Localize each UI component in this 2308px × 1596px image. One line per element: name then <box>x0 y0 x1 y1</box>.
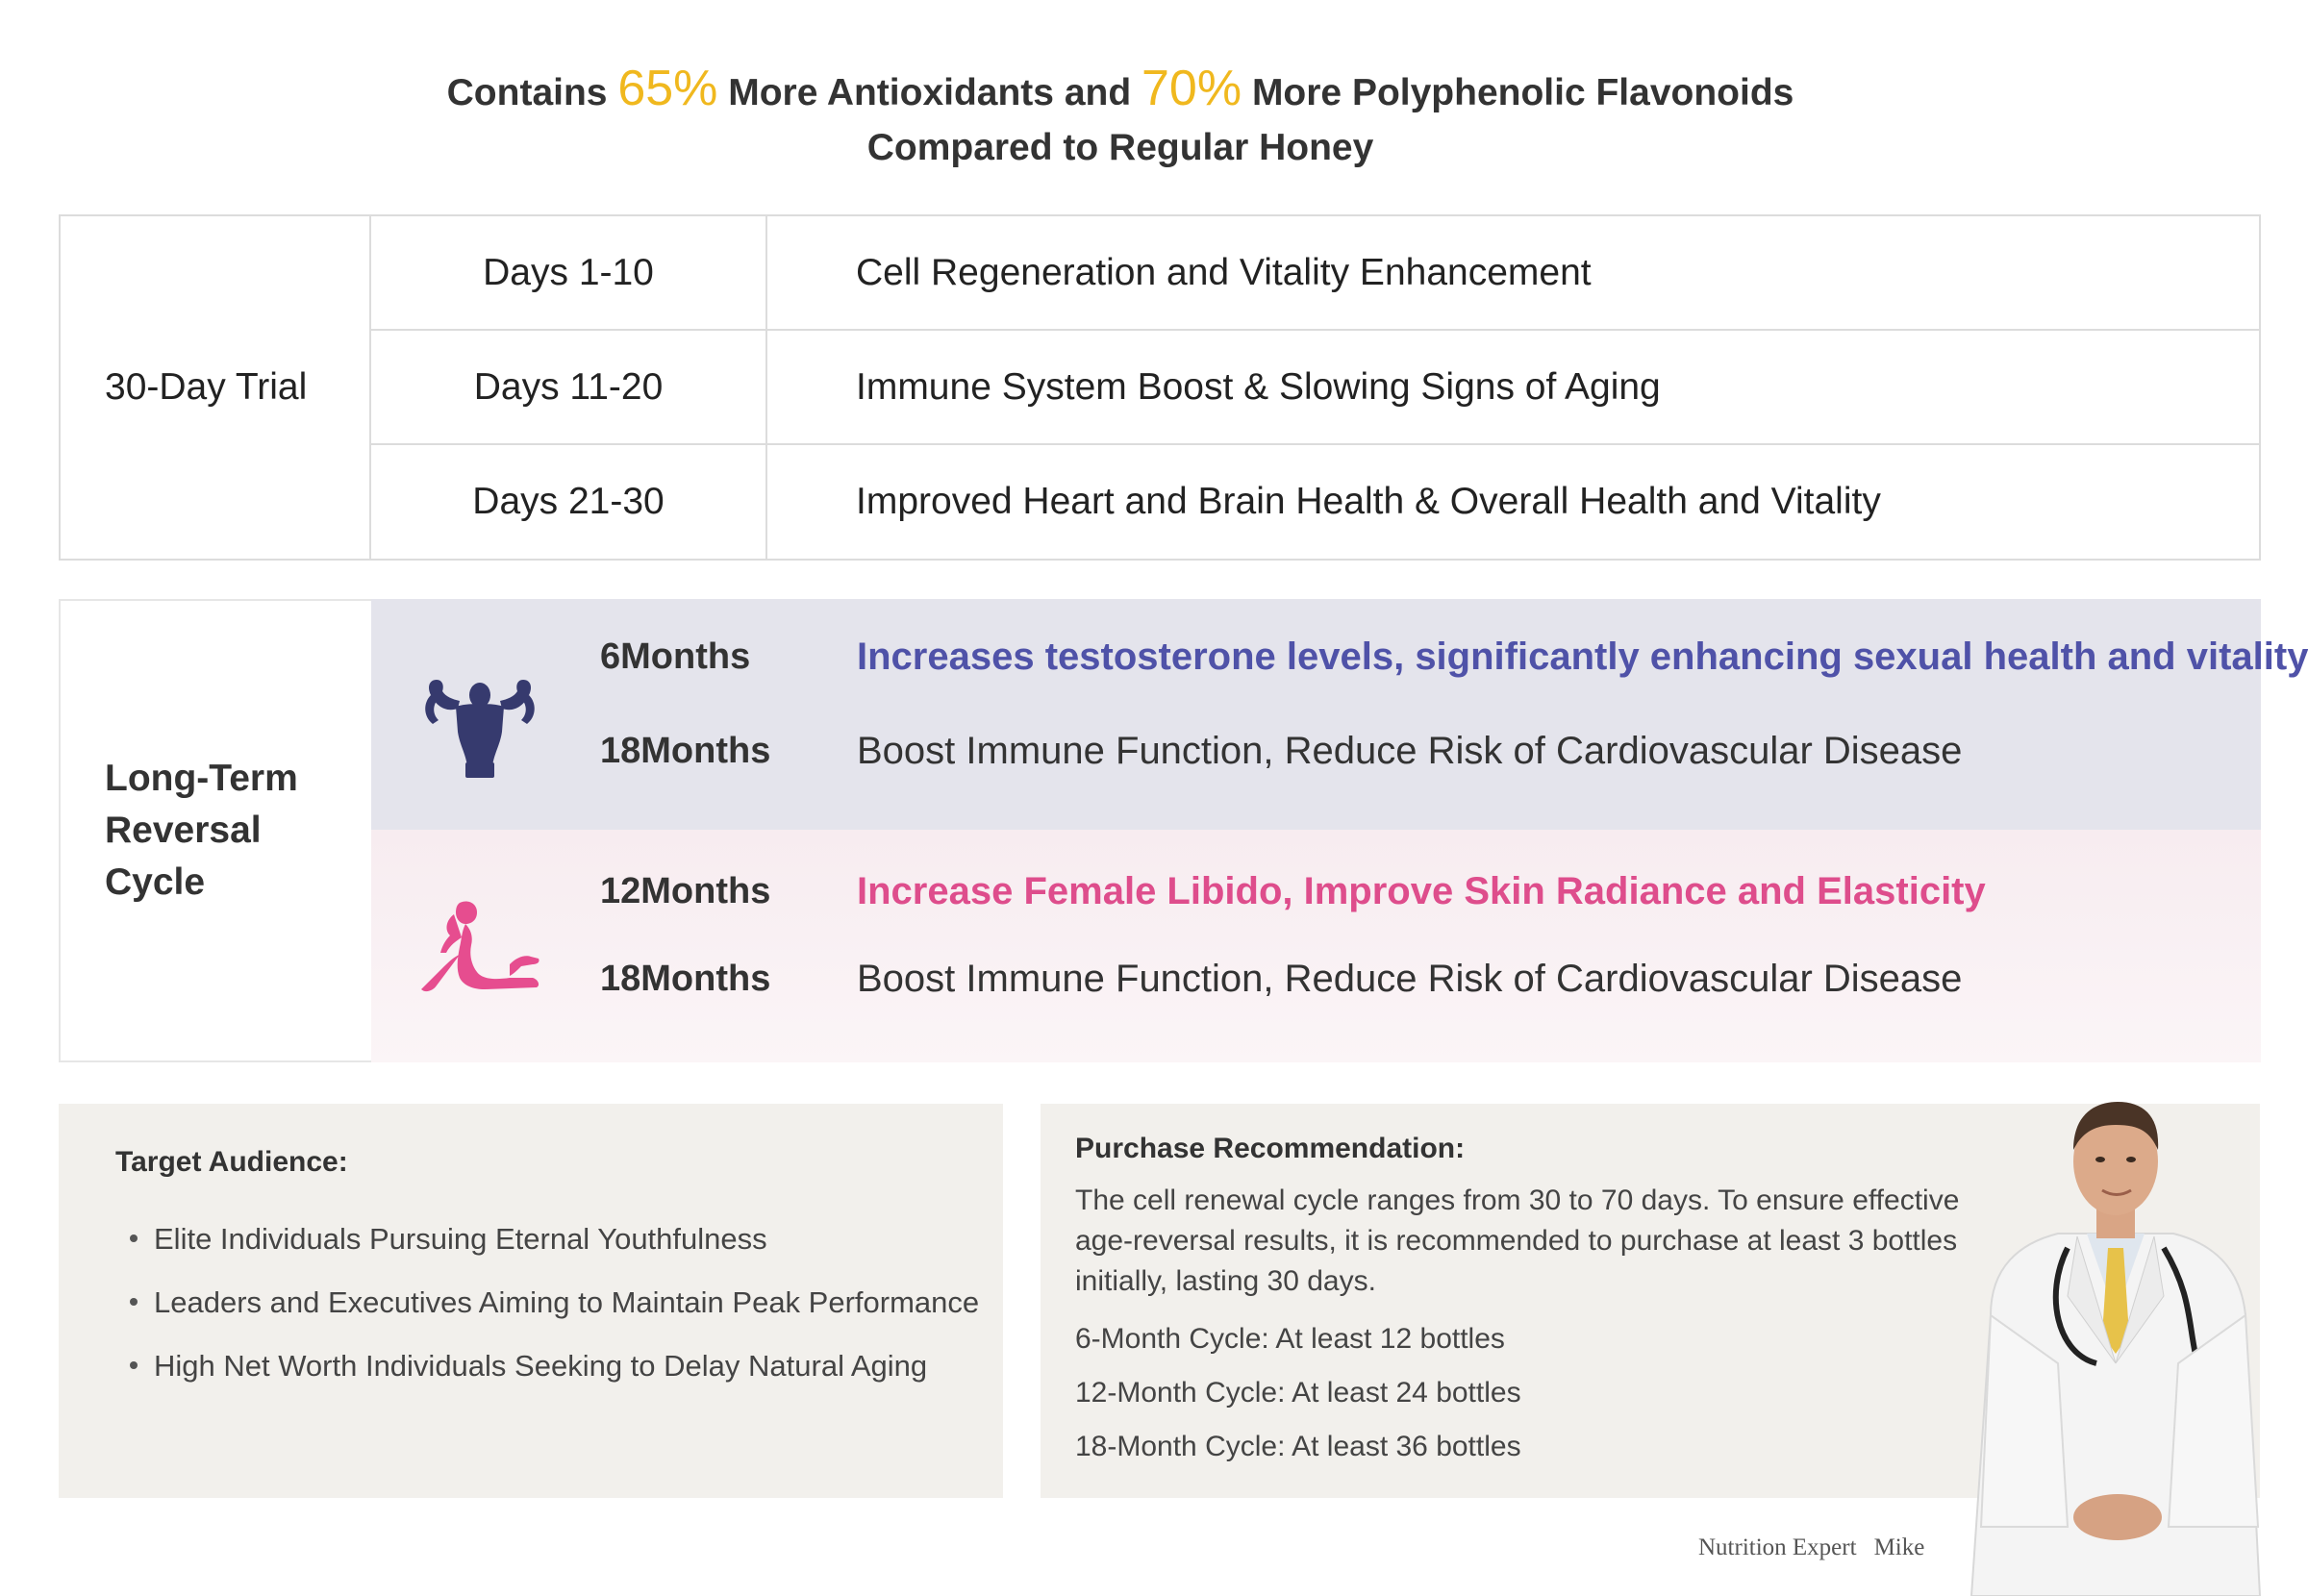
bullet-icon <box>130 1298 138 1306</box>
list-item-text: Leaders and Executives Aiming to Maintain Peak Performance <box>154 1285 980 1319</box>
headline <box>0 60 2241 174</box>
cycle-label <box>59 599 371 1062</box>
cycle-months: 18Months <box>600 731 771 771</box>
cycle-benefit: Boost Immune Function, Reduce Risk of Cardiovascular Disease <box>857 958 1963 1000</box>
female-cycle-band <box>371 830 2261 1062</box>
trial-desc: Improved Heart and Brain Health & Overall Health and Vitality <box>856 481 1881 522</box>
purchase-title: Purchase Recommendation: <box>1075 1133 1466 1164</box>
headline-line-2: Compared to Regular Honey <box>866 127 1374 168</box>
trial-days: Days 1-10 <box>371 216 767 329</box>
trial-desc: Immune System Boost & Slowing Signs of Aging <box>856 365 1661 408</box>
list-item <box>130 1271 979 1334</box>
bullet-icon <box>130 1234 138 1242</box>
doctor-photo <box>1952 1075 2279 1596</box>
male-cycle-band <box>371 599 2308 830</box>
reversal-cycle-table <box>59 599 2308 1062</box>
trial-label: 30-Day Trial <box>61 216 371 559</box>
cycle-label-line-1: Long-Term <box>105 758 298 799</box>
purchase-cycle-line: 12-Month Cycle: At least 24 bottles <box>1075 1377 1521 1409</box>
trial-row <box>371 331 2259 445</box>
trial-row <box>371 216 2259 331</box>
headline-text: More Antioxidants and <box>728 72 1132 113</box>
headline-text: Contains <box>446 72 608 113</box>
expert-role: Nutrition Expert <box>1698 1534 1857 1560</box>
cycle-months: 6Months <box>600 636 751 677</box>
target-audience-box <box>59 1104 1003 1498</box>
cycle-benefit: Boost Immune Function, Reduce Risk of Cardiovascular Disease <box>857 730 1963 772</box>
antioxidants-percent: 65% <box>617 61 718 116</box>
purchase-cycle-line: 18-Month Cycle: At least 36 bottles <box>1075 1431 1521 1462</box>
headline-line-1 <box>0 60 2241 122</box>
cycle-months: 12Months <box>600 871 771 911</box>
purchase-cycles <box>1075 1312 1521 1474</box>
cycle-label-line-2: Reversal Cycle <box>105 810 262 903</box>
trial-desc: Cell Regeneration and Vitality Enhancement <box>856 251 1592 293</box>
purchase-paragraph: The cell renewal cycle ranges from 30 to 70 days. To ensure effective age-reversal results, it is recommended to purchase at least 3 bottles initially, lasting 30 days. <box>1075 1185 1960 1297</box>
flavonoids-percent: 70% <box>1141 61 1242 116</box>
cycle-months: 18Months <box>600 959 771 999</box>
cycle-benefit: Increase Female Libido, Improve Skin Radiance and Elasticity <box>857 870 1986 912</box>
purchase-cycle-line: 6-Month Cycle: At least 12 bottles <box>1075 1323 1505 1355</box>
expert-caption <box>1698 1534 1924 1561</box>
trial-days: Days 11-20 <box>371 331 767 443</box>
audience-title: Target Audience: <box>115 1146 348 1178</box>
cycle-item <box>371 628 2308 686</box>
list-item <box>130 1334 979 1398</box>
list-item <box>130 1208 979 1271</box>
list-item-text: High Net Worth Individuals Seeking to Delay Natural Aging <box>154 1349 928 1383</box>
trial-table <box>59 214 2261 561</box>
expert-name: Mike <box>1873 1534 1925 1560</box>
cycle-item <box>371 722 2261 780</box>
cycle-item <box>371 862 2261 920</box>
cycle-benefit: Increases testosterone levels, significantly enhancing sexual health and vitality <box>857 636 2308 678</box>
audience-list <box>130 1208 979 1398</box>
cycle-item <box>371 950 2261 1008</box>
trial-row <box>371 445 2259 559</box>
list-item-text: Elite Individuals Pursuing Eternal Youthfulness <box>154 1222 767 1256</box>
headline-text: More Polyphenolic Flavonoids <box>1251 72 1794 113</box>
trial-days: Days 21-30 <box>371 445 767 559</box>
bullet-icon <box>130 1361 138 1369</box>
trial-rows <box>371 216 2259 559</box>
